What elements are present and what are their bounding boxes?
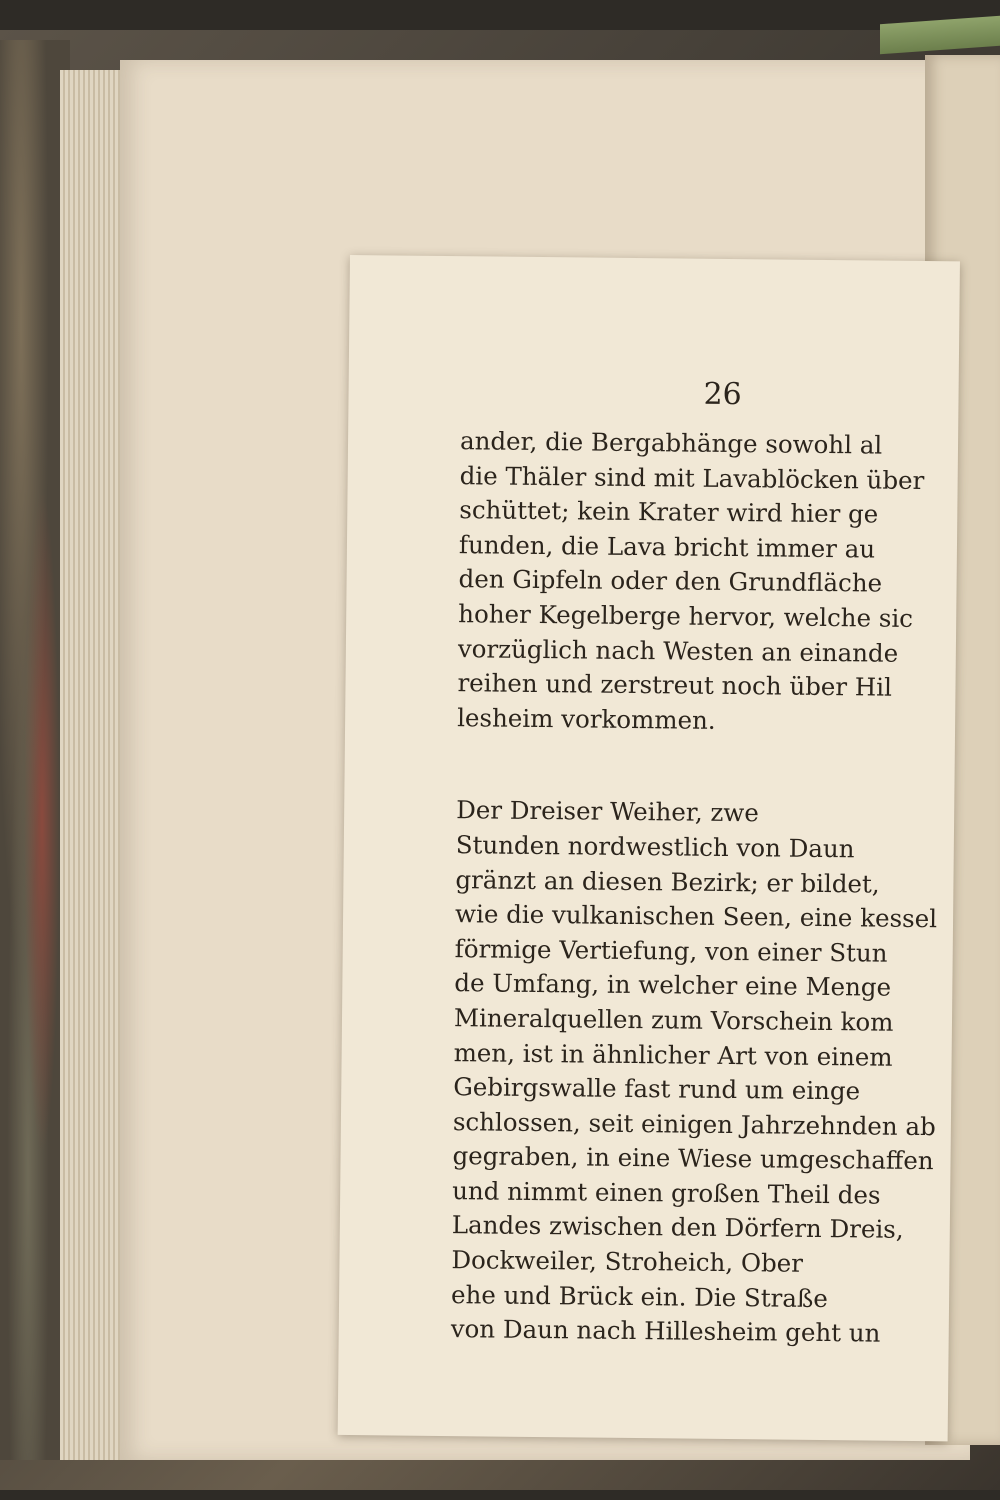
- text-line: funden, die Lava bricht immer au: [458, 529, 876, 564]
- text-line: schlossen, seit einigen Jahrzehnden ab: [452, 1106, 936, 1141]
- text-line: förmige Vertiefung, von einer Stun: [454, 933, 888, 968]
- text-line: und nimmt einen großen Theil des: [452, 1175, 881, 1210]
- text-line: Der Dreiser Weiher, zwe: [456, 795, 760, 828]
- page-number: 26: [703, 376, 742, 413]
- text-line: hoher Kegelberge hervor, welche sic: [458, 599, 914, 633]
- text-line: von Daun nach Hillesheim geht un: [450, 1314, 881, 1348]
- text-line: de Umfang, in welcher eine Menge: [454, 968, 892, 1003]
- paragraph-gap: [456, 735, 947, 798]
- text-line: gegraben, in eine Wiese umgeschaffen: [452, 1141, 934, 1176]
- text-line: wie die vulkanischen Seen, eine kessel: [454, 899, 938, 934]
- text-line: gränzt an diesen Bezirk; er bildet,: [455, 864, 880, 899]
- text-line: reihen und zerstreut noch über Hil: [457, 668, 893, 702]
- text-line: Gebirgswalle fast rund um einge: [453, 1072, 861, 1106]
- text-line: vorzüglich nach Westen an einande: [457, 633, 899, 668]
- inserted-page: [338, 255, 960, 1441]
- text-line: men, ist in ähnlicher Art von einem: [453, 1037, 893, 1072]
- text-line: ander, die Bergabhänge sowohl al: [459, 426, 883, 460]
- text-line: den Gipfeln oder den Grundfläche: [458, 564, 883, 598]
- text-line: Mineralquellen zum Vorschein kom: [453, 1003, 894, 1037]
- text-line: die Thäler sind mit Lavablöcken über: [459, 460, 925, 495]
- text-line: Dockweiler, Stroheich, Ober: [451, 1245, 804, 1278]
- text-line: Landes zwischen den Dörfern Dreis,: [451, 1210, 904, 1245]
- text-line: schüttet; kein Krater wird hier ge: [459, 495, 879, 529]
- text-line: Stunden nordwestlich von Daun: [455, 830, 855, 864]
- page-text: [451, 424, 951, 1352]
- text-line: ehe und Brück ein. Die Straße: [450, 1279, 828, 1313]
- text-line: lesheim vorkommen.: [457, 702, 716, 735]
